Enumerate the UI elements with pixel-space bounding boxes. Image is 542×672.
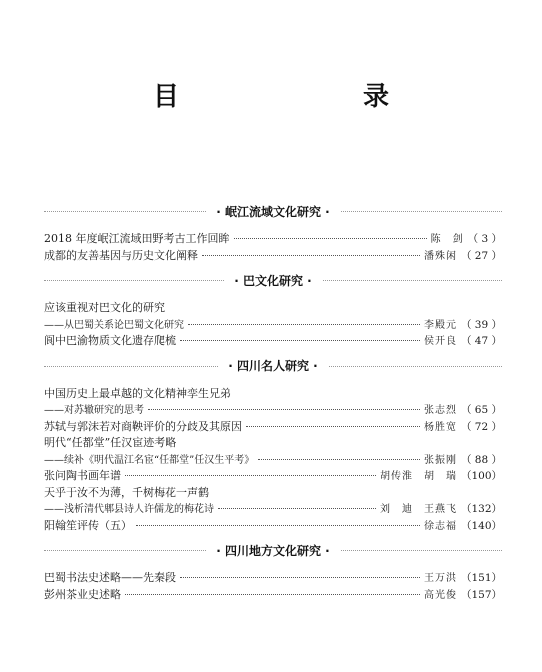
toc-entry-heading[interactable] <box>44 299 502 316</box>
entry-title: 中国历史上最卓越的文化精神孪生兄弟 <box>44 386 231 400</box>
leader-dots <box>180 577 420 578</box>
toc-entry[interactable] <box>44 230 502 247</box>
entry-title: 天乎于汝不为薄，千树梅花一声鹤 <box>44 485 209 499</box>
entry-title: 应该重视对巴文化的研究 <box>44 301 165 314</box>
entry-title: 2018 年度岷江流域田野考古工作回眸 <box>44 232 230 245</box>
leader-dots <box>148 409 420 410</box>
section-title: · 四川名人研究 · <box>218 357 327 374</box>
leader-dots <box>218 508 376 509</box>
entry-page: （157） <box>460 588 502 601</box>
entry-author: 侯开良 <box>423 336 457 347</box>
entry-title: 成都的友善基因与历史文化阐释 <box>44 248 198 262</box>
entry-title: 苏轼与郭沫若对商鞅评价的分歧及其原因 <box>44 419 242 433</box>
section-header-ba <box>44 269 502 291</box>
table-of-contents <box>44 200 502 602</box>
entry-title: 巴蜀书法史述略——先秦段 <box>44 571 176 584</box>
leader-dots <box>246 426 420 427</box>
entry-author: 张振刚 <box>423 454 457 466</box>
toc-entry[interactable] <box>44 500 502 517</box>
leader-dots <box>136 525 420 526</box>
entry-title: 张问陶书画年谱 <box>44 469 121 482</box>
entry-page: （ 72 ） <box>460 420 502 433</box>
toc-entry[interactable] <box>44 247 502 264</box>
entry-page: （ 88 ） <box>460 453 502 466</box>
entry-page: （ 65 ） <box>460 404 502 416</box>
entry-page: （ 39 ） <box>460 318 502 331</box>
entry-author: 高光俊 <box>423 589 457 601</box>
entry-page: （151） <box>460 572 502 584</box>
entry-subtitle: ——从巴蜀关系论巴蜀文化研究 <box>44 319 184 331</box>
leader-dots <box>202 255 420 256</box>
entry-author: 刘 迪 王燕飞 <box>379 504 457 515</box>
entry-page: （ 47 ） <box>460 335 502 347</box>
section-header-sichuan-figures <box>44 355 502 377</box>
entry-title: 阳翰笙评传（五） <box>44 518 132 532</box>
leader-dots <box>258 459 420 460</box>
entry-author: 王万洪 <box>423 573 457 584</box>
section-title: · 巴文化研究 · <box>224 272 321 289</box>
entry-page: （ 3 ） <box>467 233 502 245</box>
entry-page: （132） <box>460 503 502 515</box>
entry-subtitle: ——对苏辙研究的思考 <box>44 405 144 416</box>
section-title: · 四川地方文化研究 · <box>206 542 339 559</box>
toc-entry[interactable] <box>44 418 502 435</box>
entry-page: （ 27 ） <box>460 249 502 262</box>
leader-dots <box>125 594 420 595</box>
section-title: · 岷江流域文化研究 · <box>206 203 339 220</box>
leader-dots <box>180 340 420 341</box>
entry-author: 杨胜宽 <box>423 421 457 433</box>
toc-entry[interactable] <box>44 401 502 418</box>
entry-author: 潘殊闲 <box>423 250 457 262</box>
entry-title: 阆中巴渝物质文化遗存爬梳 <box>44 334 176 347</box>
entry-page: （100） <box>460 470 502 482</box>
toc-entry[interactable] <box>44 316 502 333</box>
entry-author: 陈 剑 <box>430 234 464 245</box>
entry-title: 彭州茶业史述略 <box>44 587 121 601</box>
leader-dots <box>188 324 420 325</box>
toc-entry[interactable] <box>44 451 502 468</box>
toc-entry[interactable] <box>44 569 502 586</box>
section-header-minjiang <box>44 200 502 222</box>
page-title: 目 录 <box>152 82 433 112</box>
toc-entry[interactable] <box>44 586 502 603</box>
toc-entry-heading[interactable] <box>44 434 502 451</box>
leader-dots <box>125 475 376 476</box>
toc-entry-heading[interactable] <box>44 484 502 501</box>
entry-author: 李殿元 <box>423 319 457 331</box>
entry-title: 明代“任都堂”任汉宦迹考略 <box>44 436 177 449</box>
entry-subtitle: ——浅析清代郫县诗人许儒龙的梅花诗 <box>44 504 214 515</box>
entry-page: （140） <box>460 519 502 532</box>
toc-entry[interactable] <box>44 467 502 484</box>
entry-subtitle: ——续补《明代温江名宦“任都堂”任汉生平考》 <box>44 454 255 466</box>
section-header-local-culture <box>44 539 502 561</box>
entry-author: 张志烈 <box>423 405 457 416</box>
toc-entry[interactable] <box>44 517 502 534</box>
entry-author: 徐志福 <box>423 520 457 532</box>
toc-entry[interactable] <box>44 332 502 349</box>
toc-entry-heading[interactable] <box>44 385 502 402</box>
entry-author: 胡传淮 胡 瑞 <box>379 471 457 482</box>
leader-dots <box>234 238 427 239</box>
